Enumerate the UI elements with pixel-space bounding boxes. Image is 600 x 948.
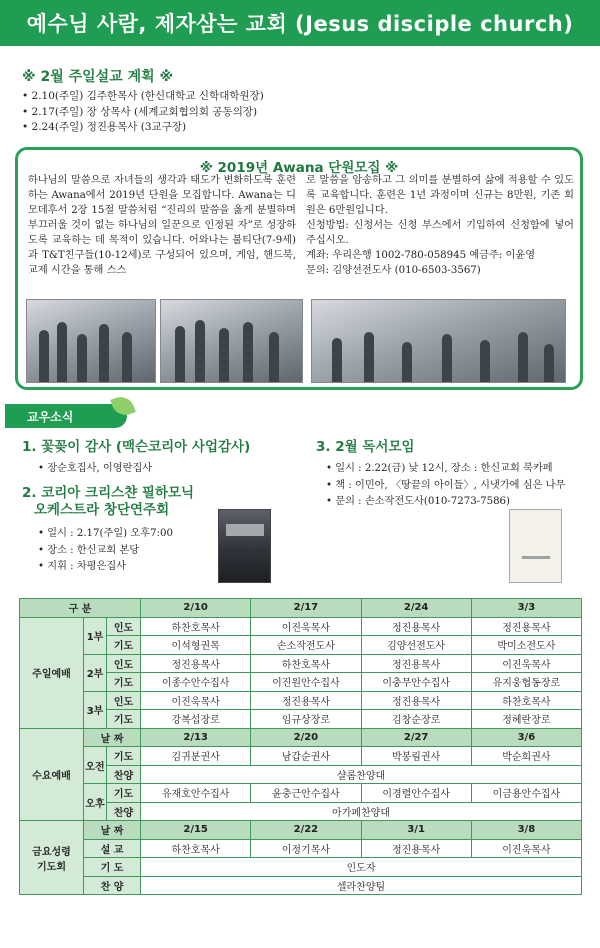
- news-orchestra-list: [38, 526, 173, 576]
- service-part: 3부: [84, 691, 107, 728]
- role-label: 인도: [107, 691, 141, 710]
- sermon-plan-list: [22, 89, 264, 136]
- table-row: [20, 691, 582, 710]
- date-cell: 2/27: [361, 728, 471, 747]
- book-cover-image: [509, 509, 562, 583]
- awana-photo-children: [26, 299, 156, 383]
- news-orchestra-title: [22, 485, 194, 519]
- date-cell: 2/17: [251, 599, 361, 618]
- role-label: 찬 양: [84, 876, 141, 895]
- table-row: [20, 747, 582, 766]
- sermon-item: • 2.10(주일) 김주한목사 (한신대학교 신학대학원장): [22, 89, 264, 105]
- concert-poster-image: [218, 509, 271, 583]
- news-flower-list: [38, 461, 152, 478]
- awana-title: ※ 2019년 Awana 단원모집 ※: [199, 160, 399, 176]
- table-cell: 김양선전도사: [361, 636, 471, 655]
- awana-left-text: 하나님의 말씀으로 자녀들의 생각과 태도가 변화하도록 훈련하는 Awana에서 2019년 단원을 모집합니다. Awana는 디모데후서 2장 15절 말씀처럼 “진리의 말씀을 옳게 분별하며 부끄러울 것이 없는 하나님의 일꾼으로 인정된 자”로 성장하도록 교육하는 데 목적이 있습니다. 어와나는 불티단(7-9세)과 T&T친구들(10-12세)로 구성되어 있으며, 게임, 핸드북, 교제 시간을 통해 스스: [28, 175, 296, 276]
- news-reading-list: [326, 461, 565, 511]
- table-cell: 유지웅협동장로: [471, 673, 581, 692]
- date-cell: 2/13: [141, 728, 251, 747]
- date-cell: 2/20: [251, 728, 361, 747]
- table-header-label: 구 분: [20, 599, 141, 618]
- page-banner: 예수님 사람, 제자삼는 교회 (Jesus disciple church): [0, 0, 600, 46]
- role-label: 찬양: [107, 802, 141, 821]
- table-cell: 하찬호목사: [471, 691, 581, 710]
- table-cell: 이진원안수집사: [251, 673, 361, 692]
- table-cell: 정혜란장로: [471, 710, 581, 729]
- friday-label-line2: 기도회: [37, 861, 66, 873]
- awana-right-text: 로 말씀을 암송하고 그 의미를 분별하여 삶에 적용할 수 있도록 교육합니다. 훈련은 1년 과정이며 신규는 8만원, 기존 회원은 6만원입니다.: [306, 175, 574, 216]
- list-item: • 지휘 : 차평은집사: [38, 559, 173, 576]
- table-cell: 김귀분권사: [141, 747, 251, 766]
- table-cell: 남갑순권사: [251, 747, 361, 766]
- table-cell: 정진용목사: [361, 654, 471, 673]
- table-cell: 하찬호목사: [141, 617, 251, 636]
- table-cell: 샬롬찬양대: [141, 765, 582, 784]
- date-cell: 2/15: [141, 821, 251, 840]
- table-cell: 이종수안수집사: [141, 673, 251, 692]
- table-cell: 인도자: [141, 858, 582, 877]
- date-label: 날 짜: [84, 728, 141, 747]
- role-label: 찬양: [107, 765, 141, 784]
- table-cell: 박봉림권사: [361, 747, 471, 766]
- table-cell: 김창순장로: [361, 710, 471, 729]
- friday-label-line1: 금요성령: [32, 846, 71, 858]
- table-cell: 정진용목사: [251, 691, 361, 710]
- list-item: • 책 : 이민아, 〈땅끝의 아이들〉, 시냇가에 심은 나무: [326, 478, 565, 495]
- sermon-plan-title: ※ 2월 주일설교 계획 ※: [22, 69, 174, 85]
- role-label: 기도: [107, 747, 141, 766]
- sermon-item: • 2.24(주일) 정진용목사 (3교구장): [22, 120, 264, 136]
- table-cell: 하찬호목사: [141, 839, 251, 858]
- worship-schedule-table: [19, 598, 582, 895]
- news-orchestra-title-line1: 2. 코리아 크리스챤 필하모닉: [22, 485, 195, 501]
- date-cell: 2/10: [141, 599, 251, 618]
- table-cell: 손소작전도사: [251, 636, 361, 655]
- table-cell: 셀라찬양팀: [141, 876, 582, 895]
- date-label: 날 짜: [84, 821, 141, 840]
- awana-right-column: [306, 173, 574, 278]
- table-cell: 정진용목사: [361, 691, 471, 710]
- role-label: 기도: [107, 710, 141, 729]
- table-cell: 아가페찬양대: [141, 802, 582, 821]
- awana-left-column: [28, 173, 296, 278]
- role-label: 기도: [107, 636, 141, 655]
- table-cell: 임규상장로: [251, 710, 361, 729]
- table-cell: 이충무안수집사: [361, 673, 471, 692]
- date-cell: 2/24: [361, 599, 471, 618]
- table-cell: 이진욱목사: [251, 617, 361, 636]
- awana-contact: 문의: 김양선전도사 (010-6503-3567): [306, 265, 481, 276]
- awana-photo-group: [160, 299, 303, 383]
- table-row: [20, 839, 582, 858]
- table-cell: 이진욱목사: [471, 654, 581, 673]
- service-part: 오전: [84, 747, 107, 784]
- news-flower-title: 1. 꽃꽂이 감사 (맥슨코리아 사업감사): [22, 439, 251, 455]
- table-cell: 이경렬안수집사: [361, 784, 471, 803]
- table-row: [20, 617, 582, 636]
- table-cell: 정진용목사: [361, 839, 471, 858]
- table-row: [20, 821, 582, 840]
- table-row: [20, 876, 582, 895]
- news-reading-title: 3. 2월 독서모임: [316, 439, 415, 455]
- table-cell: 이진욱목사: [141, 691, 251, 710]
- service-part: 오후: [84, 784, 107, 821]
- role-label: 인도: [107, 654, 141, 673]
- table-cell: 박순희권사: [471, 747, 581, 766]
- list-item: • 일시 : 2.22(금) 낮 12시, 장소 : 한신교회 북카페: [326, 461, 565, 478]
- awana-recruitment-box: [15, 147, 583, 390]
- awana-account: 계좌: 우리은행 1002-780-058945 예금주: 이윤영: [306, 250, 536, 261]
- table-cell: 정진용목사: [471, 617, 581, 636]
- table-cell: 이정기목사: [251, 839, 361, 858]
- list-item: • 일시 : 2.17(주일) 오후7:00: [38, 526, 173, 543]
- friday-service-label: [20, 821, 84, 895]
- table-row: [20, 784, 582, 803]
- table-cell: 이석형권목: [141, 636, 251, 655]
- table-row: [20, 654, 582, 673]
- list-item: • 문의 : 손소작전도사(010-7273-7586): [326, 494, 565, 511]
- list-item: • 장순호집사, 이영란집사: [38, 461, 152, 478]
- table-row: [20, 599, 582, 618]
- date-cell: 3/6: [471, 728, 581, 747]
- table-cell: 정진용목사: [141, 654, 251, 673]
- role-label: 기 도: [84, 858, 141, 877]
- table-cell: 강복섭장로: [141, 710, 251, 729]
- date-cell: 3/8: [471, 821, 581, 840]
- role-label: 인도: [107, 617, 141, 636]
- table-cell: 유재호안수집사: [141, 784, 251, 803]
- role-label: 설 교: [84, 839, 141, 858]
- date-cell: 2/22: [251, 821, 361, 840]
- date-cell: 3/1: [361, 821, 471, 840]
- wednesday-service-label: 수요예배: [20, 728, 84, 821]
- table-cell: 이금용안수집사: [471, 784, 581, 803]
- sunday-service-label: 주일예배: [20, 617, 84, 728]
- table-cell: 박미소전도사: [471, 636, 581, 655]
- member-news-tab: 교우소식: [5, 404, 127, 428]
- date-cell: 3/3: [471, 599, 581, 618]
- service-part: 1부: [84, 617, 107, 654]
- table-cell: 정진용목사: [361, 617, 471, 636]
- table-cell: 이진욱목사: [471, 839, 581, 858]
- sermon-item: • 2.17(주일) 장 상목사 (세계교회협의회 공동의장): [22, 105, 264, 121]
- service-part: 2부: [84, 654, 107, 691]
- table-row: [20, 858, 582, 877]
- table-cell: 윤충근안수집사: [251, 784, 361, 803]
- list-item: • 장소 : 한신교회 본당: [38, 543, 173, 560]
- role-label: 기도: [107, 784, 141, 803]
- awana-apply: 신청방법: 신청서는 신청 부스에서 기입하여 신청함에 넣어주십시오.: [306, 220, 574, 246]
- awana-photo-games: [311, 299, 566, 383]
- role-label: 기도: [107, 673, 141, 692]
- news-orchestra-title-line2: 오케스트라 창단연주회: [34, 502, 170, 518]
- table-cell: 하찬호목사: [251, 654, 361, 673]
- table-row: [20, 728, 582, 747]
